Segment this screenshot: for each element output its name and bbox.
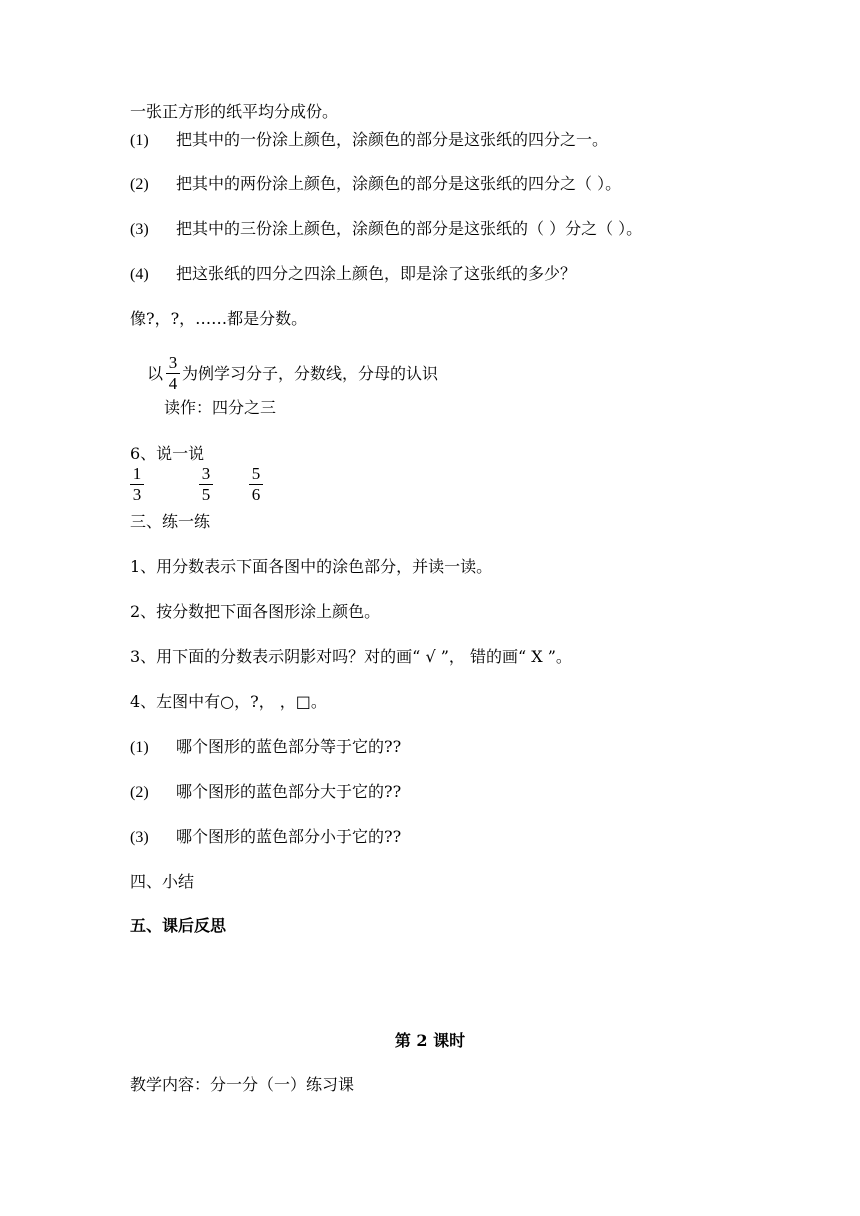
item-number: (4) — [130, 266, 149, 283]
lesson2-title: 第 2 课时 — [394, 1031, 466, 1050]
item-number: (1) — [130, 132, 149, 149]
practice-question-1: 1、用分数表示下面各图中的涂色部分，并读一读。 — [130, 557, 493, 576]
intro-line: 一张正方形的纸平均分成份。 — [130, 102, 339, 121]
say-fraction-2 — [199, 465, 213, 504]
practice-sub-2 — [130, 782, 401, 803]
item-text: 哪个图形的蓝色部分小于它的?? — [176, 827, 402, 846]
summary-heading: 四、小结 — [130, 872, 195, 891]
fraction-numerator: 5 — [251, 464, 261, 483]
fraction-denominator: 4 — [168, 374, 178, 393]
example-fraction — [166, 354, 180, 393]
item-number: (3) — [130, 829, 149, 846]
item-text: 把其中的两份涂上颜色，涂颜色的部分是这张纸的四分之（ ）。 — [176, 174, 622, 193]
reflection-heading: 五、课后反思 — [130, 916, 227, 935]
item-4 — [130, 264, 576, 285]
fraction-denominator: 5 — [201, 485, 211, 504]
example-prefix: 以 — [147, 364, 164, 383]
item-number: (2) — [130, 176, 149, 193]
example-reading: 读作：四分之三 — [164, 398, 277, 417]
say-fraction-1 — [130, 465, 144, 504]
item-number: (3) — [130, 221, 149, 238]
fraction-numerator: 3 — [201, 464, 211, 483]
say-heading: 6、说一说 — [130, 444, 205, 463]
fraction-note: 像?，?，……都是分数。 — [130, 309, 308, 328]
item-text: 把这张纸的四分之四涂上颜色，即是涂了这张纸的多少？ — [176, 264, 577, 283]
practice-heading: 三、练一练 — [130, 512, 211, 531]
item-text: 哪个图形的蓝色部分等于它的?? — [176, 737, 402, 756]
example-suffix: 为例学习分子，分数线，分母的认识 — [182, 364, 439, 383]
fraction-numerator: 3 — [168, 353, 178, 372]
item-3 — [130, 219, 642, 240]
practice-question-2: 2、按分数把下面各图形涂上颜色。 — [130, 602, 381, 621]
item-text: 哪个图形的蓝色部分大于它的?? — [176, 782, 402, 801]
item-number: (1) — [130, 739, 149, 756]
item-2 — [130, 174, 621, 195]
item-number: (2) — [130, 784, 149, 801]
fraction-numerator: 1 — [132, 464, 142, 483]
practice-sub-1 — [130, 737, 401, 758]
item-text: 把其中的一份涂上颜色，涂颜色的部分是这张纸的四分之一。 — [176, 130, 609, 149]
say-fraction-3 — [249, 465, 263, 504]
item-1 — [130, 130, 608, 151]
fraction-denominator: 3 — [132, 485, 142, 504]
practice-question-4: 4、左图中有○，?， ，□。 — [130, 692, 327, 711]
practice-question-3: 3、用下面的分数表示阴影对吗？对的画“ √ ”， 错的画“ X ”。 — [130, 647, 572, 666]
fraction-denominator: 6 — [251, 485, 261, 504]
item-text: 把其中的三份涂上颜色，涂颜色的部分是这张纸的（ ）分之（ ）。 — [176, 219, 643, 238]
lesson2-content: 教学内容：分一分（一）练习课 — [130, 1075, 355, 1094]
practice-sub-3 — [130, 827, 401, 848]
